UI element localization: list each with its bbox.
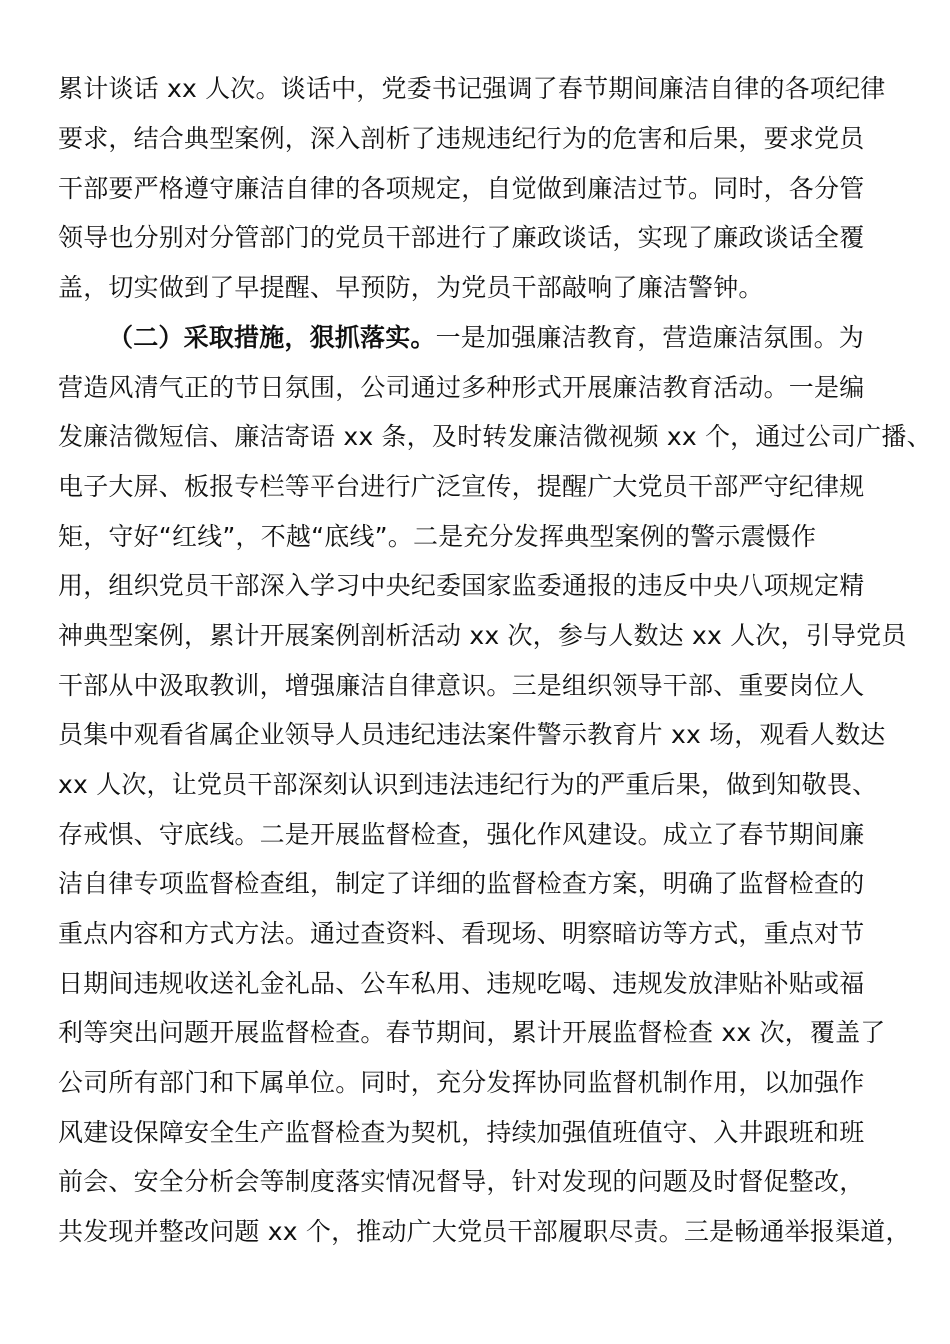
paragraph-line: 存戒惧、守底线。二是开展监督检查，强化作风建设。成立了春节期间廉: [58, 820, 865, 849]
paragraph-line: 矩，守好“红线”，不越“底线”。二是充分发挥典型案例的警示震慑作: [58, 522, 817, 551]
paragraph-line: 前会、安全分析会等制度落实情况督导，针对发现的问题及时督促整改，: [58, 1167, 865, 1196]
paragraph-line: 电子大屏、板报专栏等平台进行广泛宣传，提醒广大党员干部严守纪律规: [58, 472, 865, 501]
paragraph-line: 干部从中汲取教训，增强廉洁自律意识。三是组织领导干部、重要岗位人: [58, 671, 865, 700]
paragraph-line: 用，组织党员干部深入学习中央纪委国家监委通报的违反中央八项规定精: [58, 571, 865, 600]
paragraph-line: 干部要严格遵守廉洁自律的各项规定，自觉做到廉洁过节。同时，各分管: [58, 174, 865, 203]
paragraph-line: 营造风清气正的节日氛围，公司通过多种形式开展廉洁教育活动。一是编: [58, 373, 865, 402]
paragraph-line: 员集中观看省属企业领导人员违纪违法案件警示教育片 xx 场，观看人数达: [58, 720, 886, 749]
paragraph-line: 风建设保障安全生产监督检查为契机，持续加强值班值守、入井跟班和班: [58, 1118, 865, 1147]
paragraph-line: 要求，结合典型案例，深入剖析了违规违纪行为的危害和后果，要求党员: [58, 124, 865, 153]
paragraph-line: 盖，切实做到了早提醒、早预防，为党员干部敲响了廉洁警钟。: [58, 273, 764, 302]
paragraph-line: xx 人次，让党员干部深刻认识到违法违纪行为的严重后果，做到知敬畏、: [58, 770, 878, 799]
section-lead-text: 一是加强廉洁教育，营造廉洁氛围。为: [435, 323, 865, 352]
paragraph-line: 利等突出问题开展监督检查。春节期间，累计开展监督检查 xx 次，覆盖了: [58, 1018, 886, 1047]
paragraph-line: 重点内容和方式方法。通过查资料、看现场、明察暗访等方式，重点对节: [58, 919, 865, 948]
paragraph-line: 发廉洁微短信、廉洁寄语 xx 条，及时转发廉洁微视频 xx 个，通过公司广播、: [58, 422, 932, 451]
section-heading-line: [108, 323, 950, 353]
paragraph-line: 共发现并整改问题 xx 个，推动广大党员干部履职尽责。三是畅通举报渠道，: [58, 1217, 911, 1246]
paragraph-line: 神典型案例，累计开展案例剖析活动 xx 次，参与人数达 xx 人次，引导党员: [58, 621, 907, 650]
section-heading: （二）采取措施，狠抓落实。: [108, 323, 436, 352]
paragraph-line: 领导也分别对分管部门的党员干部进行了廉政谈话，实现了廉政谈话全覆: [58, 223, 865, 252]
paragraph-line: 累计谈话 xx 人次。谈话中，党委书记强调了春节期间廉洁自律的各项纪律: [58, 74, 886, 103]
paragraph-line: 日期间违规收送礼金礼品、公车私用、违规吃喝、违规发放津贴补贴或福: [58, 969, 865, 998]
paragraph-line: 公司所有部门和下属单位。同时，充分发挥协同监督机制作用，以加强作: [58, 1068, 865, 1097]
paragraph-line: 洁自律专项监督检查组，制定了详细的监督检查方案，明确了监督检查的: [58, 869, 865, 898]
